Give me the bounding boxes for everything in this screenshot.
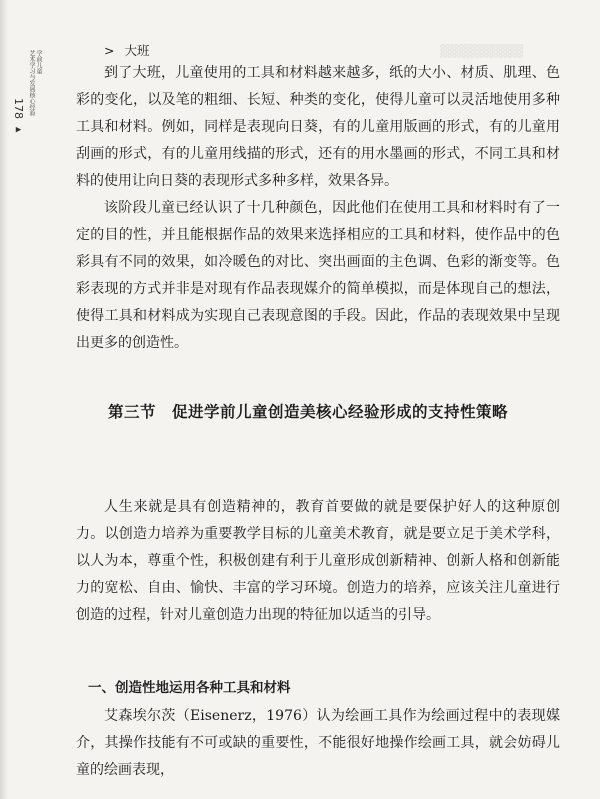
paragraph-2: 该阶段儿童已经认识了十几种颜色，因此他们在使用工具和材料时有了一定的目的性，并且能根据作品的效果来选择相应的工具和材料，使作品中的色彩具有不同的效果，如冷暖色的对比、突出画面的主色调、色彩的渐变等。色彩表现的方式并非是对现有作品表现媒介的简单模拟，而是体现自己的想法，使得工具和材料成为实现自己表现意图的手段。因此，作品的表现效果中呈现出更多的创造性。	[76, 200, 560, 351]
sub-heading-bullet: >	[104, 43, 115, 58]
body-text-middle	[76, 494, 560, 629]
page-number-text: 178	[12, 98, 25, 119]
book-title-line-2: 艺术学习与发展核心经验	[28, 50, 35, 116]
bleed-through: ▓▓▓▓▓▓▓▓▓	[440, 44, 524, 58]
book-title	[28, 50, 42, 116]
page-number	[12, 98, 25, 136]
paragraph-4: 艾森埃尔茨（Eisenerz，1976）认为绘画工具作为绘画过程中的表现媒介，其操作技能有不可或缺的重要性，不能很好地操作绘画工具，就会妨碍儿童的绘画表现，	[76, 708, 560, 778]
subsection-title: 一、创造性地运用各种工具和材料	[88, 680, 291, 696]
body-text-top	[76, 42, 560, 357]
running-header	[8, 48, 42, 188]
page-marker: ▸	[12, 122, 25, 136]
paragraph-1: 到了大班，儿童使用的工具和材料越来越多，纸的大小、材质、肌理、色彩的变化，以及笔的粗细、长短、种类的变化，使得儿童可以灵活地使用多种工具和材料。例如，同样是表现向日葵，有的儿童用版画的形式，有的儿童用刮画的形式，有的儿童用线描的形式，还有的用水墨画的形式，不同工具和材料的使用让向日葵的表现形式多种多样，效果各异。	[76, 65, 560, 189]
page-edge-shadow	[0, 0, 8, 799]
body-text-bottom	[76, 703, 560, 784]
sub-heading-large-class	[104, 42, 560, 60]
paragraph-3: 人生来就是具有创造精神的，教育首要做的就是要保护好人的这种原创力。以创造力培养为重要教学目标的儿童美术教育，就是要立足于美术学科，以人为本，尊重个性，积极创建有利于儿童形成创新精神、创新人格和创新能力的宽松、自由、愉快、丰富的学习环境。创造力的培养，应该关注儿童进行创造的过程，针对儿童创造力出现的特征加以适当的引导。	[76, 499, 560, 623]
book-title-line-1: 学前儿童	[35, 50, 42, 74]
sub-heading-label: 大班	[124, 43, 150, 58]
section-title: 第三节 促进学前儿童创造美核心经验形成的支持性策略	[108, 402, 509, 421]
